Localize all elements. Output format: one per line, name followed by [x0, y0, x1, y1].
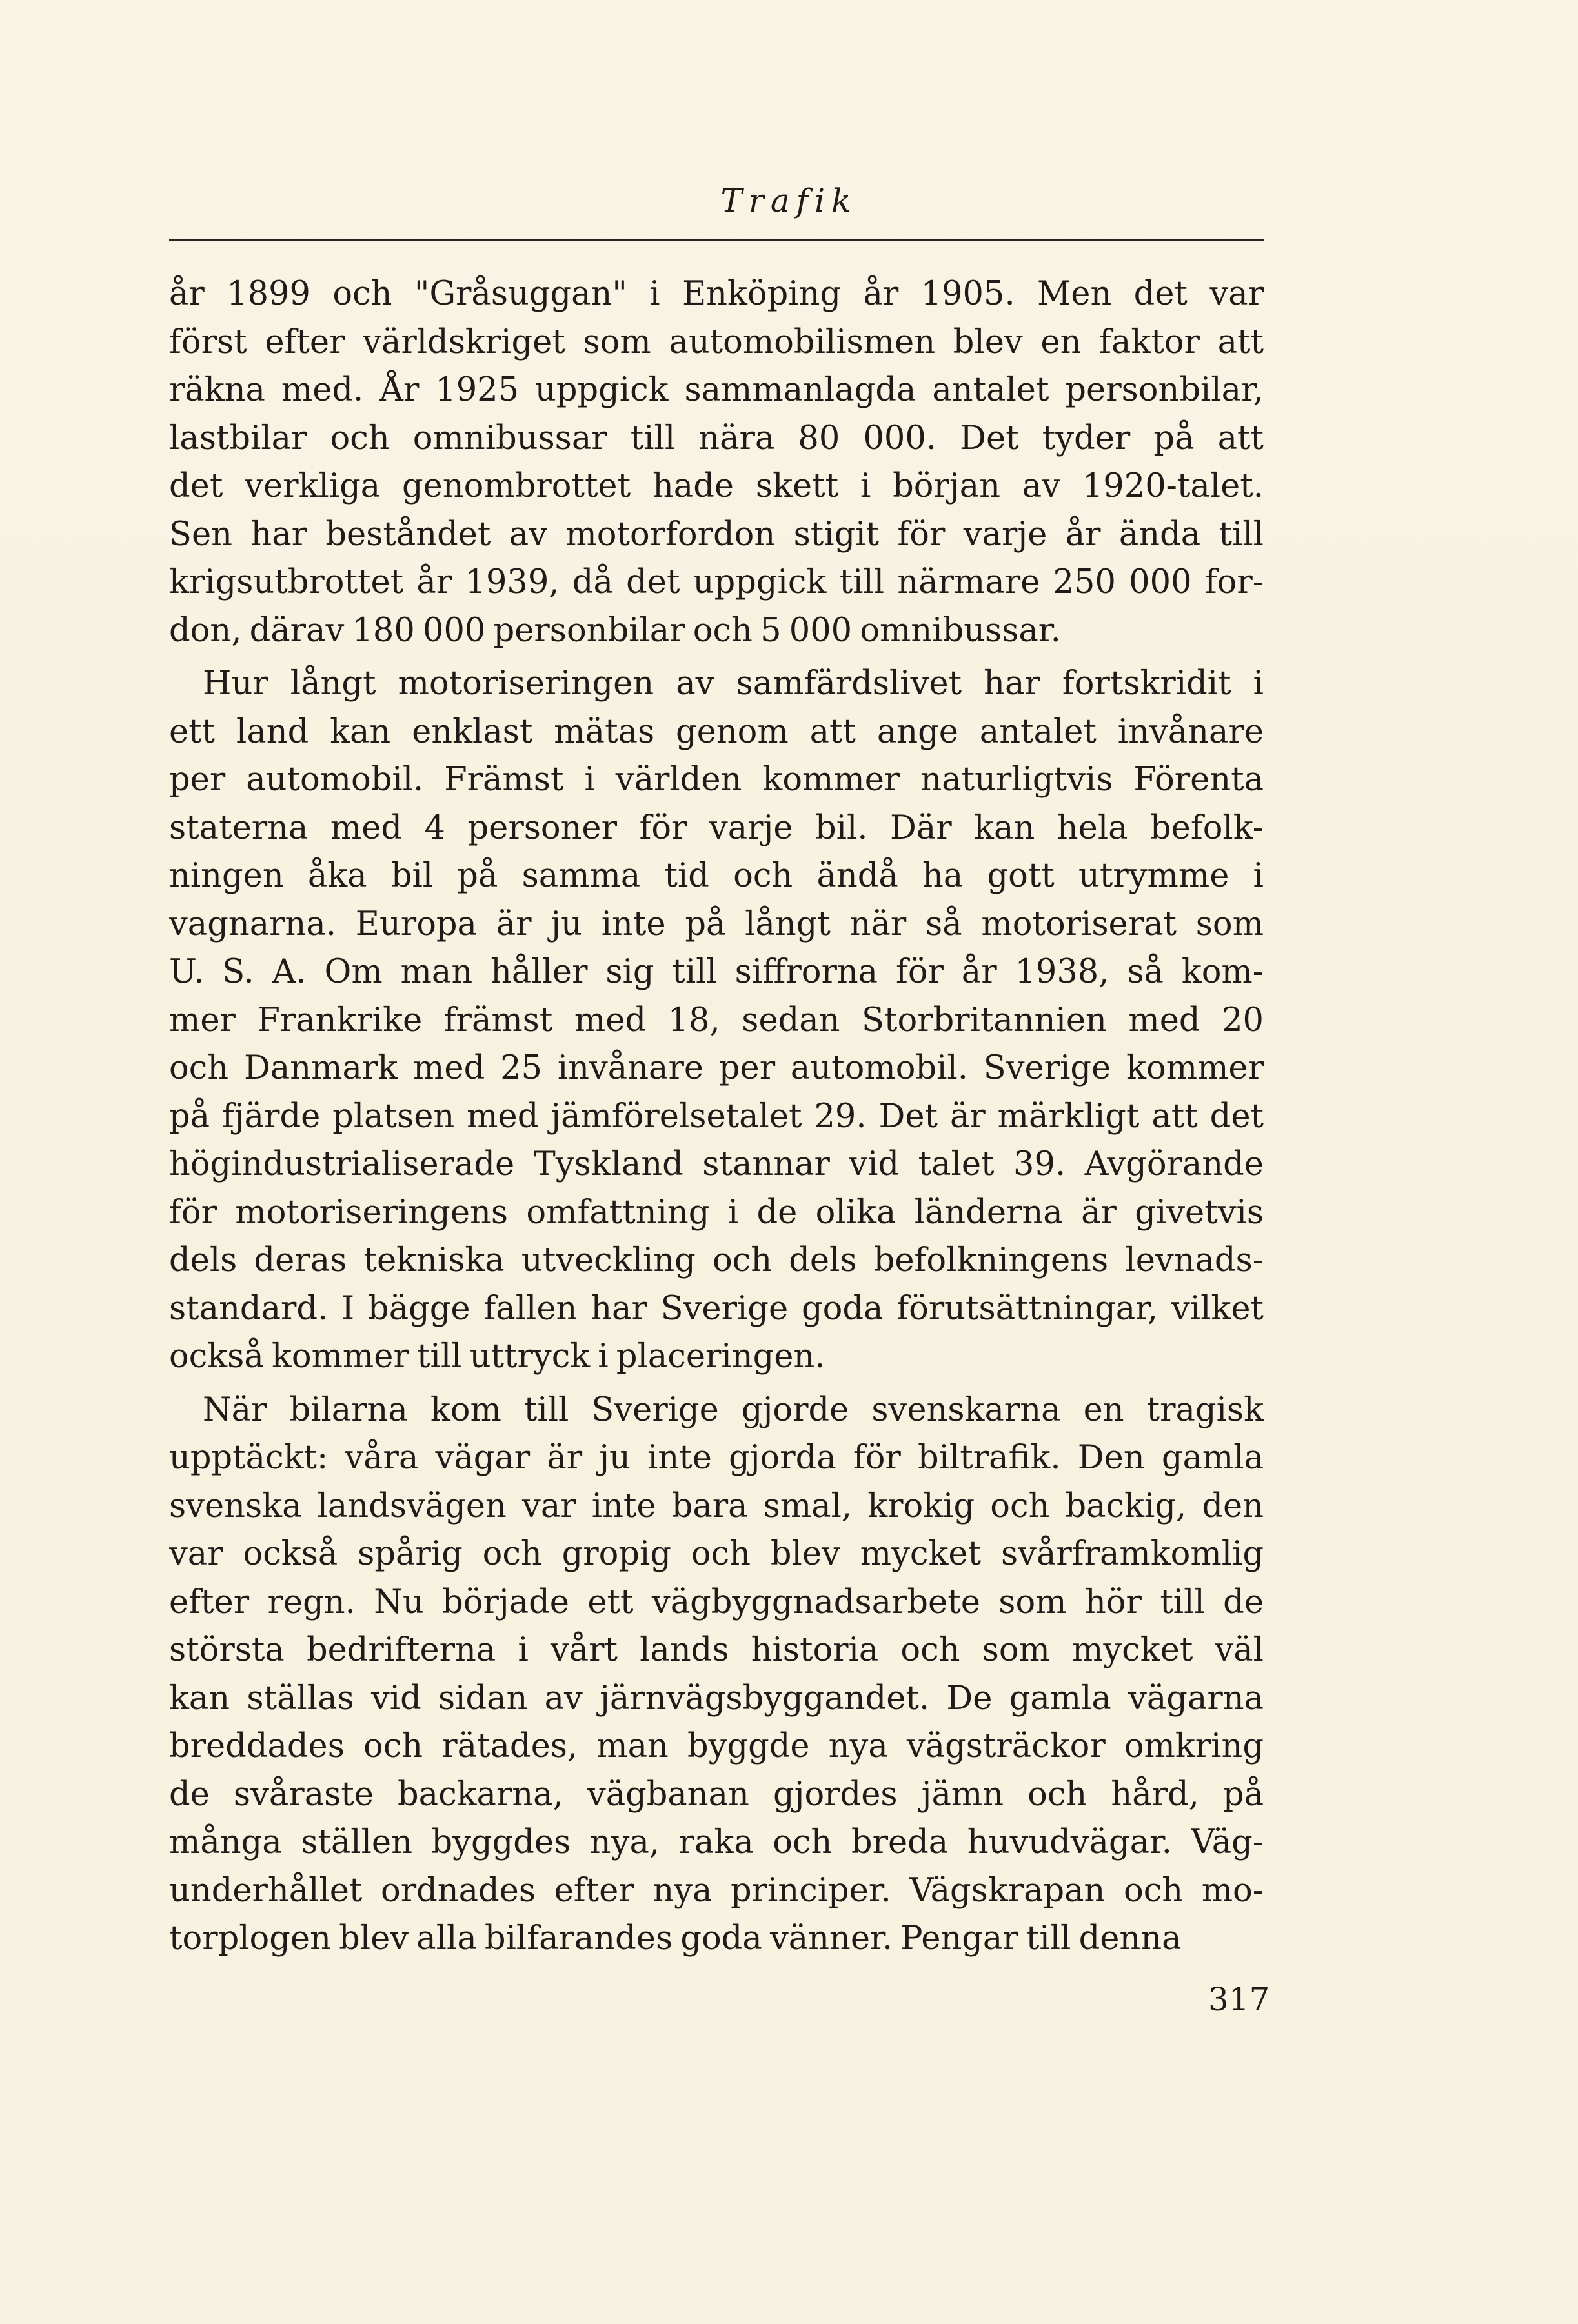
- text-line: efter regn. Nu började ett vägbyggnadsarbete som hör till de: [169, 1583, 1264, 1621]
- text-line: upptäckt: våra vägar är ju inte gjorda för biltrafik. Den gamla: [169, 1439, 1264, 1477]
- text-line: per automobil. Främst i världen kommer naturligtvis Förenta: [169, 761, 1264, 799]
- text-line: de svåraste backarna, vägbanan gjordes jämn och hård, på: [169, 1775, 1264, 1814]
- text-line: ningen åka bil på samma tid och ändå ha gott utrymme i: [169, 857, 1264, 895]
- running-header: Trafik: [720, 182, 858, 219]
- text-line: för motoriseringens omfattning i de olika länderna är givetvis: [169, 1193, 1264, 1232]
- text-line: torplogen blev alla bilfarandes goda vänner. Pengar till denna: [169, 1919, 1182, 1958]
- text-line: underhållet ordnades efter nya principer. Vägskrapan och mo-: [169, 1871, 1264, 1910]
- text-line: det verkliga genombrottet hade skett i början av 1920-talet.: [169, 467, 1264, 505]
- text-line: dels deras tekniska utveckling och dels befolkningens levnads-: [169, 1241, 1264, 1279]
- text-line: breddades och rätades, man byggde nya vägsträckor omkring: [169, 1727, 1264, 1765]
- header-rule: [169, 239, 1264, 241]
- text-line: år 1899 och "Gråsuggan" i Enköping år 1905. Men det var: [169, 275, 1264, 313]
- text-line: var också spårig och gropig och blev mycket svårframkomlig: [169, 1535, 1264, 1573]
- text-line: U. S. A. Om man håller sig till siffrorna för år 1938, så kom-: [169, 953, 1264, 991]
- paragraph: [169, 660, 1264, 1381]
- text-line: När bilarna kom till Sverige gjorde svenskarna en tragisk: [203, 1390, 1264, 1429]
- paragraph: [169, 270, 1264, 655]
- text-line: krigsutbrottet år 1939, då det uppgick till närmare 250 000 for-: [169, 563, 1264, 601]
- paragraph: [169, 1387, 1264, 1963]
- text-line: och Danmark med 25 invånare per automobil. Sverige kommer: [169, 1049, 1264, 1087]
- text-line: kan ställas vid sidan av järnvägsbyggandet. De gamla vägarna: [169, 1679, 1264, 1718]
- text-line: standard. I bägge fallen har Sverige goda förutsättningar, vilket: [169, 1289, 1264, 1328]
- page-number: 317: [1208, 1981, 1270, 2018]
- body-text: [169, 270, 1264, 1968]
- text-line: högindustrialiserade Tyskland stannar vid talet 39. Avgörande: [169, 1145, 1264, 1183]
- text-line: mer Frankrike främst med 18, sedan Storbritannien med 20: [169, 1001, 1264, 1039]
- text-line: räkna med. År 1925 uppgick sammanlagda antalet personbilar,: [169, 371, 1264, 409]
- text-line: ett land kan enklast mätas genom att ange antalet invånare: [169, 712, 1264, 751]
- text-line: vagnarna. Europa är ju inte på långt när så motoriserat som: [169, 905, 1264, 943]
- text-line: på fjärde platsen med jämförelsetalet 29. Det är märkligt att det: [169, 1097, 1264, 1136]
- text-line: Hur långt motoriseringen av samfärdslivet har fortskridit i: [203, 665, 1264, 703]
- text-line: först efter världskriget som automobilismen blev en faktor att: [169, 323, 1264, 361]
- text-line: största bedrifterna i vårt lands historia och som mycket väl: [169, 1631, 1264, 1669]
- text-line: lastbilar och omnibussar till nära 80 000. Det tyder på att: [169, 419, 1264, 457]
- text-line: många ställen byggdes nya, raka och breda huvudvägar. Väg-: [169, 1823, 1264, 1861]
- text-line: don, därav 180 000 personbilar och 5 000 omnibussar.: [169, 611, 1061, 650]
- text-line: också kommer till uttryck i placeringen.: [169, 1337, 825, 1376]
- text-line: Sen har beståndet av motorfordon stigit för varje år ända till: [169, 515, 1264, 554]
- text-line: staterna med 4 personer för varje bil. Där kan hela befolk-: [169, 808, 1264, 847]
- text-line: svenska landsvägen var inte bara smal, krokig och backig, den: [169, 1487, 1264, 1525]
